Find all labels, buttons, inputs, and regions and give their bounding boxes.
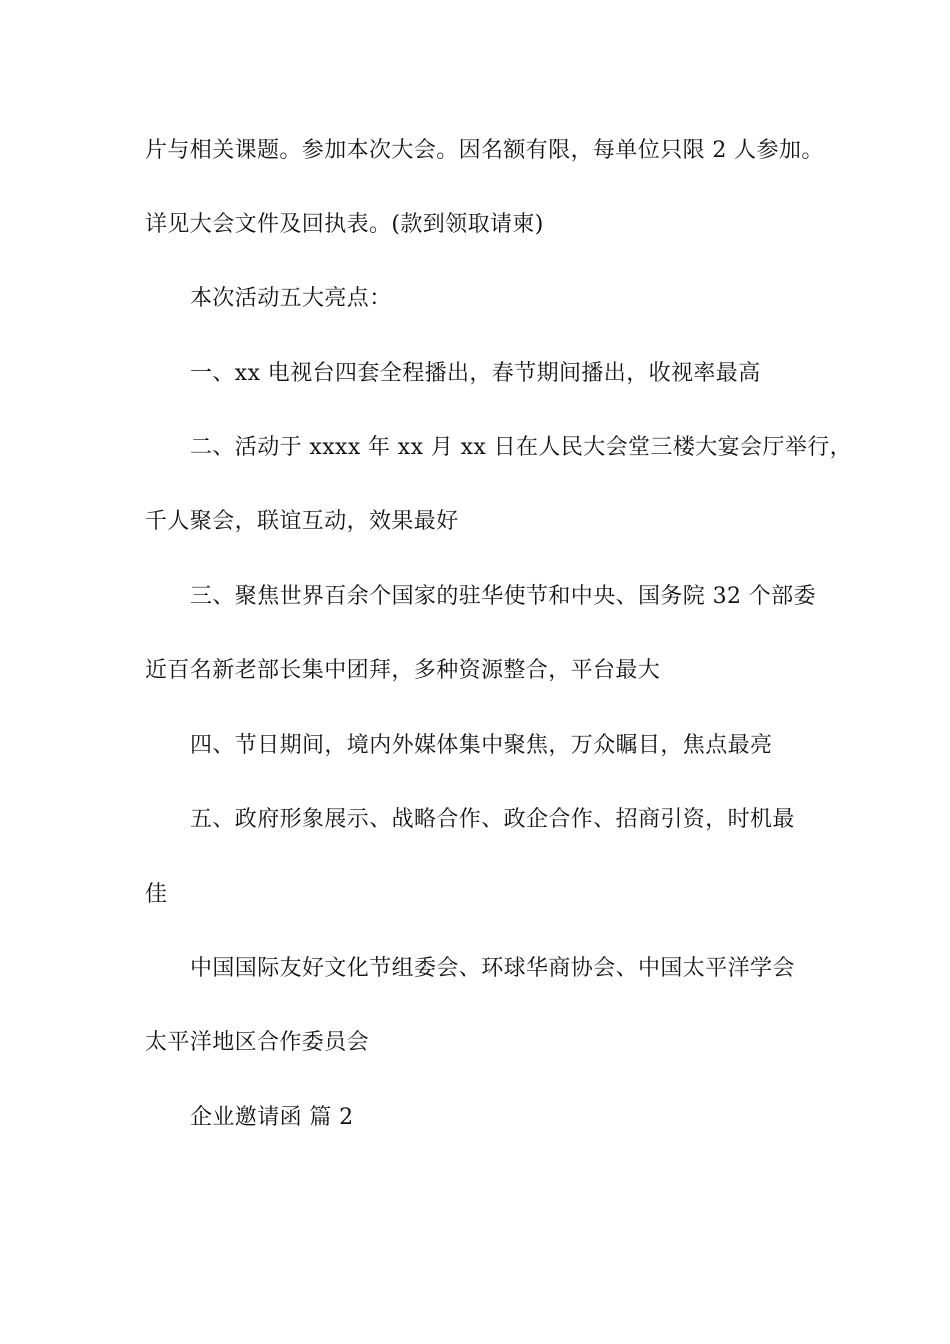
text-line: 近百名新老部长集中团拜，多种资源整合，平台最大 [145, 658, 661, 683]
text-line: 千人聚会，联谊互动，效果最好 [145, 509, 459, 534]
organizer-line: 太平洋地区合作委员会 [145, 1030, 370, 1055]
section-title: 企业邀请函 篇 2 [190, 1105, 354, 1130]
text-line: 详见大会文件及回执表。(款到领取请柬) [145, 212, 544, 237]
list-item: 一、xx 电视台四套全程播出，春节期间播出，收视率最高 [190, 361, 761, 386]
section-heading: 本次活动五大亮点： [190, 286, 392, 311]
organizer-line: 中国国际友好文化节组委会、环球华商协会、中国太平洋学会 [190, 956, 795, 981]
list-item: 二、活动于 xxxx 年 xx 月 xx 日在人民大会堂三楼大宴会厅举行， [190, 435, 853, 460]
list-item: 四、节日期间，境内外媒体集中聚焦，万众瞩目，焦点最亮 [190, 733, 773, 758]
text-line: 佳 [145, 882, 168, 907]
list-item: 三、聚焦世界百余个国家的驻华使节和中央、国务院 32 个部委 [190, 584, 816, 609]
text-line: 片与相关课题。参加本次大会。因名额有限，每单位只限 2 人参加。 [145, 138, 824, 163]
list-item: 五、政府形象展示、战略合作、政企合作、招商引资，时机最 [190, 807, 795, 832]
